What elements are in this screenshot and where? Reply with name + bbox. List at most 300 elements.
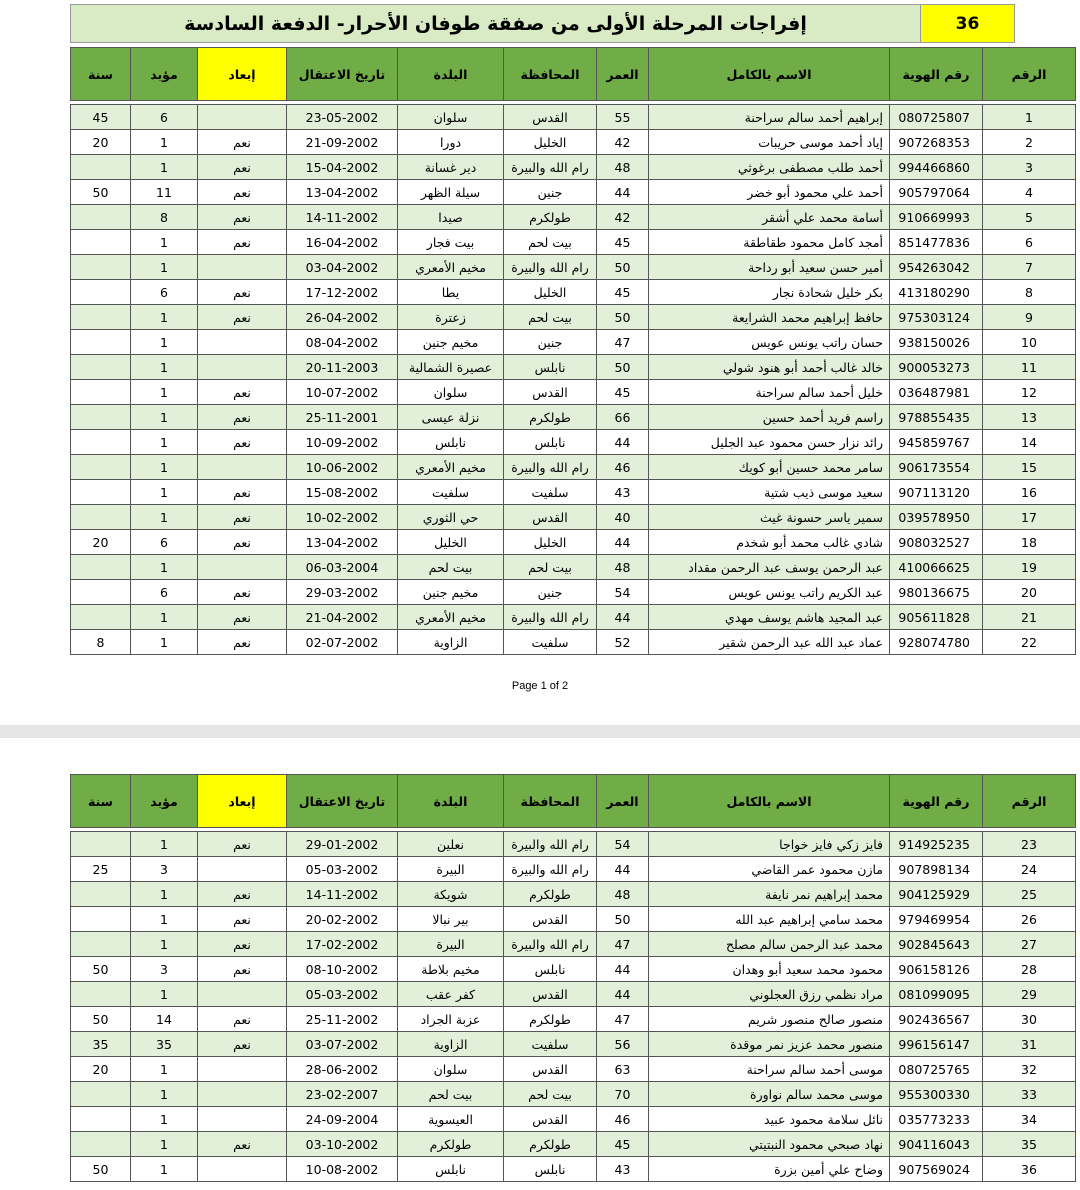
cell-life-sentences: 1: [131, 1057, 198, 1082]
cell-years: 20: [71, 130, 131, 155]
cell-years: [71, 155, 131, 180]
cell-deport: نعم: [198, 1007, 287, 1032]
cell-deport: نعم: [198, 605, 287, 630]
cell-id: 081099095: [890, 982, 983, 1007]
cell-arrest-date: 08-10-2002: [287, 957, 398, 982]
cell-name: سامر محمد حسين أبو كويك: [649, 455, 890, 480]
cell-age: 54: [597, 580, 649, 605]
cell-id: 975303124: [890, 305, 983, 330]
cell-name: موسى أحمد سالم سراحنة: [649, 1057, 890, 1082]
cell-arrest-date: 08-04-2002: [287, 330, 398, 355]
cell-town: عصيرة الشمالية: [398, 355, 504, 380]
table-row: [71, 280, 1076, 305]
cell-age: 44: [597, 982, 649, 1007]
cell-id: 907898134: [890, 857, 983, 882]
cell-deport: [198, 1157, 287, 1182]
cell-age: 44: [597, 957, 649, 982]
cell-age: 50: [597, 907, 649, 932]
cell-arrest-date: 25-11-2001: [287, 405, 398, 430]
cell-years: [71, 882, 131, 907]
cell-governorate: جنين: [504, 180, 597, 205]
cell-years: [71, 580, 131, 605]
table-row: [71, 505, 1076, 530]
cell-years: 35: [71, 1032, 131, 1057]
cell-arrest-date: 10-07-2002: [287, 380, 398, 405]
cell-governorate: طولكرم: [504, 882, 597, 907]
cell-deport: [198, 857, 287, 882]
cell-town: زعترة: [398, 305, 504, 330]
cell-town: سلوان: [398, 1057, 504, 1082]
cell-governorate: بيت لحم: [504, 1082, 597, 1107]
cell-deport: نعم: [198, 630, 287, 655]
cell-town: حي الثوري: [398, 505, 504, 530]
cell-life-sentences: 8: [131, 205, 198, 230]
cell-num: 23: [983, 832, 1076, 857]
cell-id: 907268353: [890, 130, 983, 155]
cell-num: 8: [983, 280, 1076, 305]
cell-name: نائل سلامة محمود عبيد: [649, 1107, 890, 1132]
cell-life-sentences: 1: [131, 505, 198, 530]
cell-life-sentences: 1: [131, 230, 198, 255]
cell-years: [71, 405, 131, 430]
cell-name: أمير حسن سعيد أبو رداحة: [649, 255, 890, 280]
cell-age: 45: [597, 1132, 649, 1157]
cell-governorate: القدس: [504, 1107, 597, 1132]
table-row: [71, 305, 1076, 330]
cell-town: الزاوية: [398, 1032, 504, 1057]
cell-deport: [198, 982, 287, 1007]
table-row: [71, 255, 1076, 280]
cell-life-sentences: 1: [131, 355, 198, 380]
cell-name: منصور محمد عزيز نمر موقدة: [649, 1032, 890, 1057]
cell-age: 50: [597, 255, 649, 280]
cell-life-sentences: 3: [131, 857, 198, 882]
cell-arrest-date: 10-08-2002: [287, 1157, 398, 1182]
cell-years: 20: [71, 1057, 131, 1082]
cell-deport: نعم: [198, 230, 287, 255]
header-row: [71, 775, 1076, 828]
cell-num: 21: [983, 605, 1076, 630]
cell-num: 36: [983, 1157, 1076, 1182]
cell-arrest-date: 03-10-2002: [287, 1132, 398, 1157]
cell-arrest-date: 14-11-2002: [287, 205, 398, 230]
cell-life-sentences: 6: [131, 580, 198, 605]
cell-deport: [198, 455, 287, 480]
cell-deport: نعم: [198, 957, 287, 982]
cell-name: عبد الكريم راتب يونس عويس: [649, 580, 890, 605]
cell-town: بير نبالا: [398, 907, 504, 932]
header-deport: إبعاد: [198, 775, 287, 828]
cell-years: [71, 430, 131, 455]
cell-age: 48: [597, 882, 649, 907]
cell-governorate: رام الله والبيرة: [504, 255, 597, 280]
cell-num: 9: [983, 305, 1076, 330]
cell-num: 16: [983, 480, 1076, 505]
cell-arrest-date: 14-11-2002: [287, 882, 398, 907]
cell-arrest-date: 28-06-2002: [287, 1057, 398, 1082]
cell-deport: [198, 255, 287, 280]
cell-id: 036487981: [890, 380, 983, 405]
cell-life-sentences: 1: [131, 630, 198, 655]
cell-governorate: سلفيت: [504, 1032, 597, 1057]
header-governorate: المحافظة: [504, 48, 597, 101]
table-row: [71, 180, 1076, 205]
cell-town: يطا: [398, 280, 504, 305]
cell-id: 902845643: [890, 932, 983, 957]
cell-num: 2: [983, 130, 1076, 155]
cell-name: أحمد طلب مصطفى برغوثي: [649, 155, 890, 180]
prisoners-table-page-2: [70, 774, 1076, 1182]
cell-id: 910669993: [890, 205, 983, 230]
cell-town: نعلين: [398, 832, 504, 857]
cell-deport: نعم: [198, 832, 287, 857]
cell-age: 54: [597, 832, 649, 857]
cell-name: محمد عبد الرحمن سالم مصلح: [649, 932, 890, 957]
cell-life-sentences: 1: [131, 430, 198, 455]
cell-governorate: نابلس: [504, 355, 597, 380]
cell-life-sentences: 1: [131, 405, 198, 430]
table-body-page-1: [71, 105, 1076, 655]
cell-id: 410066625: [890, 555, 983, 580]
cell-age: 40: [597, 505, 649, 530]
header-years: سنة: [71, 775, 131, 828]
cell-life-sentences: 1: [131, 1082, 198, 1107]
cell-arrest-date: 05-03-2002: [287, 982, 398, 1007]
cell-deport: [198, 355, 287, 380]
cell-years: [71, 505, 131, 530]
cell-name: سعيد موسى ذيب شتية: [649, 480, 890, 505]
cell-name: عبد الرحمن يوسف عبد الرحمن مقداد: [649, 555, 890, 580]
cell-town: مخيم جنين: [398, 330, 504, 355]
cell-num: 26: [983, 907, 1076, 932]
cell-name: عبد المجيد هاشم يوسف مهدي: [649, 605, 890, 630]
cell-life-sentences: 1: [131, 330, 198, 355]
cell-name: نهاد صبحي محمود النبتيتي: [649, 1132, 890, 1157]
cell-num: 25: [983, 882, 1076, 907]
table-row: [71, 1082, 1076, 1107]
cell-arrest-date: 03-04-2002: [287, 255, 398, 280]
cell-years: [71, 255, 131, 280]
cell-age: 44: [597, 430, 649, 455]
cell-deport: نعم: [198, 280, 287, 305]
cell-num: 20: [983, 580, 1076, 605]
cell-life-sentences: 1: [131, 555, 198, 580]
table-row: [71, 230, 1076, 255]
cell-deport: [198, 555, 287, 580]
cell-deport: نعم: [198, 907, 287, 932]
cell-years: [71, 330, 131, 355]
cell-life-sentences: 35: [131, 1032, 198, 1057]
cell-governorate: نابلس: [504, 430, 597, 455]
cell-arrest-date: 13-04-2002: [287, 530, 398, 555]
cell-name: أسامة محمد علي أشقر: [649, 205, 890, 230]
cell-years: 50: [71, 1007, 131, 1032]
table-row: [71, 1107, 1076, 1132]
cell-arrest-date: 21-04-2002: [287, 605, 398, 630]
cell-arrest-date: 02-07-2002: [287, 630, 398, 655]
cell-age: 42: [597, 130, 649, 155]
cell-life-sentences: 1: [131, 832, 198, 857]
cell-town: نزلة عيسى: [398, 405, 504, 430]
cell-id: 905797064: [890, 180, 983, 205]
cell-age: 47: [597, 330, 649, 355]
cell-years: [71, 280, 131, 305]
cell-deport: [198, 1082, 287, 1107]
table-row: [71, 857, 1076, 882]
document-title: إفراجات المرحلة الأولى من صفقة طوفان الأحرار- الدفعة السادسة: [71, 5, 920, 42]
cell-governorate: طولكرم: [504, 205, 597, 230]
cell-name: عماد عبد الله عبد الرحمن شقير: [649, 630, 890, 655]
cell-governorate: بيت لحم: [504, 230, 597, 255]
cell-age: 47: [597, 932, 649, 957]
cell-town: دورا: [398, 130, 504, 155]
table-row: [71, 455, 1076, 480]
cell-arrest-date: 29-01-2002: [287, 832, 398, 857]
cell-life-sentences: 1: [131, 130, 198, 155]
cell-governorate: رام الله والبيرة: [504, 932, 597, 957]
cell-num: 14: [983, 430, 1076, 455]
cell-id: 994466860: [890, 155, 983, 180]
table-row: [71, 832, 1076, 857]
cell-arrest-date: 17-12-2002: [287, 280, 398, 305]
cell-town: مخيم الأمعري: [398, 605, 504, 630]
cell-town: البيرة: [398, 857, 504, 882]
header-deport: إبعاد: [198, 48, 287, 101]
cell-years: [71, 1082, 131, 1107]
cell-arrest-date: 03-07-2002: [287, 1032, 398, 1057]
cell-name: حسان راتب يونس عويس: [649, 330, 890, 355]
cell-age: 50: [597, 305, 649, 330]
cell-governorate: القدس: [504, 105, 597, 130]
cell-name: إياد أحمد موسى حريبات: [649, 130, 890, 155]
cell-life-sentences: 1: [131, 1107, 198, 1132]
cell-life-sentences: 1: [131, 1157, 198, 1182]
cell-deport: نعم: [198, 205, 287, 230]
cell-deport: نعم: [198, 1132, 287, 1157]
cell-town: الزاوية: [398, 630, 504, 655]
cell-arrest-date: 10-09-2002: [287, 430, 398, 455]
cell-life-sentences: 1: [131, 155, 198, 180]
cell-years: [71, 205, 131, 230]
table-row: [71, 1057, 1076, 1082]
cell-years: 20: [71, 530, 131, 555]
cell-num: 33: [983, 1082, 1076, 1107]
table-row: [71, 355, 1076, 380]
cell-num: 28: [983, 957, 1076, 982]
cell-town: نابلس: [398, 1157, 504, 1182]
cell-id: 035773233: [890, 1107, 983, 1132]
cell-governorate: القدس: [504, 1057, 597, 1082]
cell-life-sentences: 1: [131, 882, 198, 907]
cell-deport: نعم: [198, 530, 287, 555]
table-row: [71, 130, 1076, 155]
cell-name: شادي غالب محمد أبو شخدم: [649, 530, 890, 555]
title-bar: [70, 4, 1015, 43]
table-row: [71, 1157, 1076, 1182]
table-row: [71, 155, 1076, 180]
cell-life-sentences: 1: [131, 480, 198, 505]
cell-deport: نعم: [198, 130, 287, 155]
header-life-sentences: مؤبد: [131, 48, 198, 101]
cell-num: 35: [983, 1132, 1076, 1157]
cell-name: أمجد كامل محمود طقاطقة: [649, 230, 890, 255]
cell-deport: نعم: [198, 380, 287, 405]
cell-age: 56: [597, 1032, 649, 1057]
header-age: العمر: [597, 775, 649, 828]
cell-governorate: رام الله والبيرة: [504, 832, 597, 857]
cell-age: 44: [597, 857, 649, 882]
cell-age: 63: [597, 1057, 649, 1082]
cell-years: [71, 230, 131, 255]
cell-life-sentences: 1: [131, 455, 198, 480]
cell-years: [71, 355, 131, 380]
header-row: [71, 48, 1076, 101]
cell-id: 908032527: [890, 530, 983, 555]
header-num: الرقم: [983, 48, 1076, 101]
table-row: [71, 580, 1076, 605]
table-row: [71, 480, 1076, 505]
cell-num: 15: [983, 455, 1076, 480]
cell-name: خالد غالب أحمد أبو هنود شولي: [649, 355, 890, 380]
cell-name: إبراهيم أحمد سالم سراحنة: [649, 105, 890, 130]
cell-num: 10: [983, 330, 1076, 355]
cell-governorate: بيت لحم: [504, 305, 597, 330]
cell-age: 52: [597, 630, 649, 655]
cell-town: بيت لحم: [398, 1082, 504, 1107]
cell-id: 980136675: [890, 580, 983, 605]
cell-age: 70: [597, 1082, 649, 1107]
header-name: الاسم بالكامل: [649, 48, 890, 101]
cell-town: شويكة: [398, 882, 504, 907]
cell-num: 13: [983, 405, 1076, 430]
cell-town: صيدا: [398, 205, 504, 230]
table-row: [71, 205, 1076, 230]
cell-age: 45: [597, 380, 649, 405]
cell-deport: [198, 1057, 287, 1082]
cell-arrest-date: 20-11-2003: [287, 355, 398, 380]
cell-num: 4: [983, 180, 1076, 205]
cell-num: 18: [983, 530, 1076, 555]
cell-id: 413180290: [890, 280, 983, 305]
cell-name: أحمد علي محمود أبو خضر: [649, 180, 890, 205]
cell-id: 928074780: [890, 630, 983, 655]
table-row: [71, 630, 1076, 655]
cell-life-sentences: 1: [131, 380, 198, 405]
table-row: [71, 957, 1076, 982]
cell-years: [71, 305, 131, 330]
header-num: الرقم: [983, 775, 1076, 828]
header-governorate: المحافظة: [504, 775, 597, 828]
cell-age: 50: [597, 355, 649, 380]
cell-governorate: طولكرم: [504, 405, 597, 430]
cell-governorate: سلفيت: [504, 630, 597, 655]
table-row: [71, 605, 1076, 630]
cell-years: 50: [71, 957, 131, 982]
cell-age: 55: [597, 105, 649, 130]
cell-num: 32: [983, 1057, 1076, 1082]
cell-arrest-date: 24-09-2004: [287, 1107, 398, 1132]
cell-age: 45: [597, 230, 649, 255]
cell-id: 906173554: [890, 455, 983, 480]
cell-town: كفر عقب: [398, 982, 504, 1007]
header-age: العمر: [597, 48, 649, 101]
cell-town: نابلس: [398, 430, 504, 455]
cell-name: محمد سامي إبراهيم عبد الله: [649, 907, 890, 932]
cell-life-sentences: 6: [131, 530, 198, 555]
cell-deport: نعم: [198, 155, 287, 180]
cell-id: 979469954: [890, 907, 983, 932]
cell-name: سمير ياسر حسونة غيث: [649, 505, 890, 530]
cell-num: 17: [983, 505, 1076, 530]
cell-num: 22: [983, 630, 1076, 655]
table-body-page-2: [71, 832, 1076, 1182]
cell-id: 900053273: [890, 355, 983, 380]
cell-years: [71, 932, 131, 957]
table-row: [71, 1132, 1076, 1157]
cell-id: 955300330: [890, 1082, 983, 1107]
cell-id: 080725807: [890, 105, 983, 130]
cell-life-sentences: 1: [131, 907, 198, 932]
cell-governorate: رام الله والبيرة: [504, 605, 597, 630]
cell-town: مخيم جنين: [398, 580, 504, 605]
cell-life-sentences: 1: [131, 982, 198, 1007]
cell-years: [71, 982, 131, 1007]
cell-name: مراد نظمي رزق العجلوني: [649, 982, 890, 1007]
cell-num: 11: [983, 355, 1076, 380]
cell-life-sentences: 6: [131, 280, 198, 305]
cell-deport: نعم: [198, 405, 287, 430]
cell-num: 34: [983, 1107, 1076, 1132]
cell-deport: نعم: [198, 480, 287, 505]
cell-id: 080725765: [890, 1057, 983, 1082]
cell-years: [71, 455, 131, 480]
cell-name: راسم فريد أحمد حسين: [649, 405, 890, 430]
table-row: [71, 882, 1076, 907]
cell-id: 902436567: [890, 1007, 983, 1032]
cell-num: 5: [983, 205, 1076, 230]
cell-name: محمد إبراهيم نمر نايفة: [649, 882, 890, 907]
cell-id: 938150026: [890, 330, 983, 355]
cell-years: 50: [71, 1157, 131, 1182]
prisoners-table-page-1: [70, 47, 1076, 655]
cell-arrest-date: 23-05-2002: [287, 105, 398, 130]
header-town: البلدة: [398, 775, 504, 828]
table-row: [71, 1032, 1076, 1057]
header-name: الاسم بالكامل: [649, 775, 890, 828]
cell-num: 24: [983, 857, 1076, 882]
cell-town: مخيم الأمعري: [398, 455, 504, 480]
cell-governorate: جنين: [504, 330, 597, 355]
table-row: [71, 380, 1076, 405]
header-years: سنة: [71, 48, 131, 101]
cell-age: 45: [597, 280, 649, 305]
cell-life-sentences: 1: [131, 932, 198, 957]
cell-town: سيلة الظهر: [398, 180, 504, 205]
cell-town: سلفيت: [398, 480, 504, 505]
cell-num: 7: [983, 255, 1076, 280]
cell-governorate: جنين: [504, 580, 597, 605]
cell-age: 48: [597, 155, 649, 180]
page-footer: Page 1 of 2: [511, 680, 569, 692]
cell-arrest-date: 25-11-2002: [287, 1007, 398, 1032]
cell-id: 851477836: [890, 230, 983, 255]
table-row: [71, 330, 1076, 355]
cell-age: 46: [597, 1107, 649, 1132]
cell-age: 44: [597, 180, 649, 205]
cell-id: 906158126: [890, 957, 983, 982]
header-arrest-date: تاريخ الاعتقال: [287, 48, 398, 101]
cell-governorate: الخليل: [504, 280, 597, 305]
